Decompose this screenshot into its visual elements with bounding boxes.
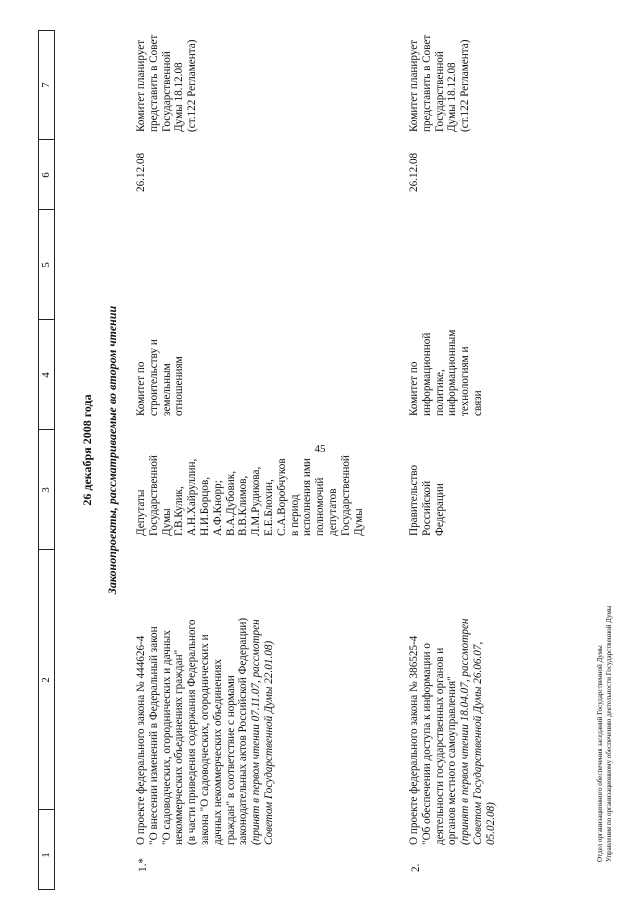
bill-title-line: органов местного самоуправления" [446,676,459,845]
header-top-line [38,30,39,890]
bill-title-line: дачных некоммерческих объединениях [211,659,224,845]
author-line: полномочий [314,477,327,536]
bill-title-line: некоммерческих объединениях граждан" [173,649,186,845]
remark-line: Комитет планирует [135,39,147,132]
author-line: в период [288,494,301,536]
row-number: 2. [410,863,422,872]
remark-line: представить в Совет [420,34,433,132]
column-number: 4 [40,372,52,378]
author-line: Правительство [408,464,420,536]
bill-title-line: О проекте федерального закона № 386525-4 [408,635,420,845]
bill-title-line: деятельности государственных органов и [433,647,446,845]
bill-remark [408,7,472,132]
bill-title-line: (в части приведения содержания Федерального [186,619,199,845]
bill-title-line: О проекте федерального закона № 444626-4 [135,635,147,845]
bill-committee [135,306,186,416]
column-number: 3 [40,487,52,493]
bill-title-line: граждан" в соответствие с нормами [224,675,237,845]
author-line: С.А.Воробчуков [275,458,288,536]
bill-authors [408,426,446,536]
remark-line: Думы 18.12.08 [446,62,459,132]
bill-note-line: Советом Государственной Думы 22.01.08) [262,640,275,845]
section-subtitle: Законопроекты, рассматриваемые во втором чтении [105,305,119,595]
committee-line: Комитет по [135,361,147,416]
author-line: А.Н.Хайруллин, [186,458,199,536]
author-line: Л.М.Рудикова, [250,466,263,536]
column-number: 1 [40,852,52,858]
author-line: В.А.Дубовик, [224,471,237,536]
committee-line: Комитет по [408,361,420,416]
remark-line: Государственной [160,51,173,132]
remark-line: представить в Совет [147,34,160,132]
column-number: 5 [40,262,52,268]
bill-title-line: "Об обеспечении доступа к информации о [420,643,433,845]
committee-line: связи [471,390,484,416]
column-number: 2 [40,677,52,683]
remark-line: Комитет планирует [408,39,420,132]
footer-line: Отдел организационного обеспечения заседаний Государственной Думы [596,645,604,862]
bill-note-line: Советом Государственной Думы 26.06.07, [471,641,484,845]
bill-title [408,545,498,845]
author-line: Думы [352,508,365,536]
author-line: Г.В.Кулик, [173,486,186,536]
author-line: А.Ф.Кнорр; [211,480,224,536]
committee-line: земельным [160,363,173,416]
committee-line: информационной [420,332,433,416]
row-number: 1.* [137,858,149,872]
author-line: Е.Е.Блохин, [262,479,275,536]
bill-title-line: "О садоводческих, огороднических и дачных [160,630,173,845]
author-line: Федерации [433,483,446,536]
committee-line: технологиям и [459,346,472,416]
footer [596,606,614,862]
bill-title-line: "О внесении изменений в Федеральный закон [147,626,160,845]
bill-title-line: закона "О садоводческих, огороднических и [198,634,211,845]
footer-line: Управления по организационному обеспечению деятельности Государственной Думы [605,605,613,862]
remark-line: Думы 18.12.08 [173,62,186,132]
header-divider [38,139,55,140]
author-line: Думы [160,508,173,536]
header-divider [38,429,55,430]
column-number: 6 [40,172,52,178]
committee-line: политике, [433,369,446,416]
header-divider [38,209,55,210]
author-line: В.В.Климов, [237,475,250,536]
bill-note-line: 05.02.08) [484,802,497,845]
author-line: Российской [420,480,433,536]
header-divider [38,889,55,890]
column-number: 7 [40,82,52,88]
header-divider [38,319,55,320]
bill-title [135,545,276,845]
bill-title-line: законодательных актов Российской Федерации) [237,617,250,845]
remark-line: (ст.122 Регламента) [459,39,472,132]
remark-line: Государственной [433,51,446,132]
bill-committee [408,306,485,416]
header-bottom-line [54,30,55,890]
author-line: Н.И.Борцов, [198,476,211,536]
committee-line: строительству и [147,339,160,416]
author-line: Государственной [339,455,352,536]
committee-line: информационным [446,329,459,416]
page-number: 45 [314,443,326,455]
bill-note-line: (принят в первом чтении 18.04.07, рассмотрен [459,618,472,845]
header-divider [38,30,55,31]
section-date: 26 декабря 2008 года [80,394,94,506]
author-line: исполнения ими [301,458,314,536]
header-divider [38,549,55,550]
author-line: Государственной [147,455,160,536]
bill-authors [135,426,365,536]
header-divider [38,809,55,810]
remark-line: (ст.122 Регламента) [186,39,199,132]
bill-date: 26.12.08 [135,152,147,192]
bill-date: 26.12.08 [408,152,420,192]
author-line: Депутаты [135,489,147,536]
committee-line: отношениям [173,356,186,416]
bill-note-line: (принят в первом чтении 07.11.07, рассмотрен [250,619,263,845]
bill-remark [135,7,199,132]
author-line: депутатов [326,488,339,536]
